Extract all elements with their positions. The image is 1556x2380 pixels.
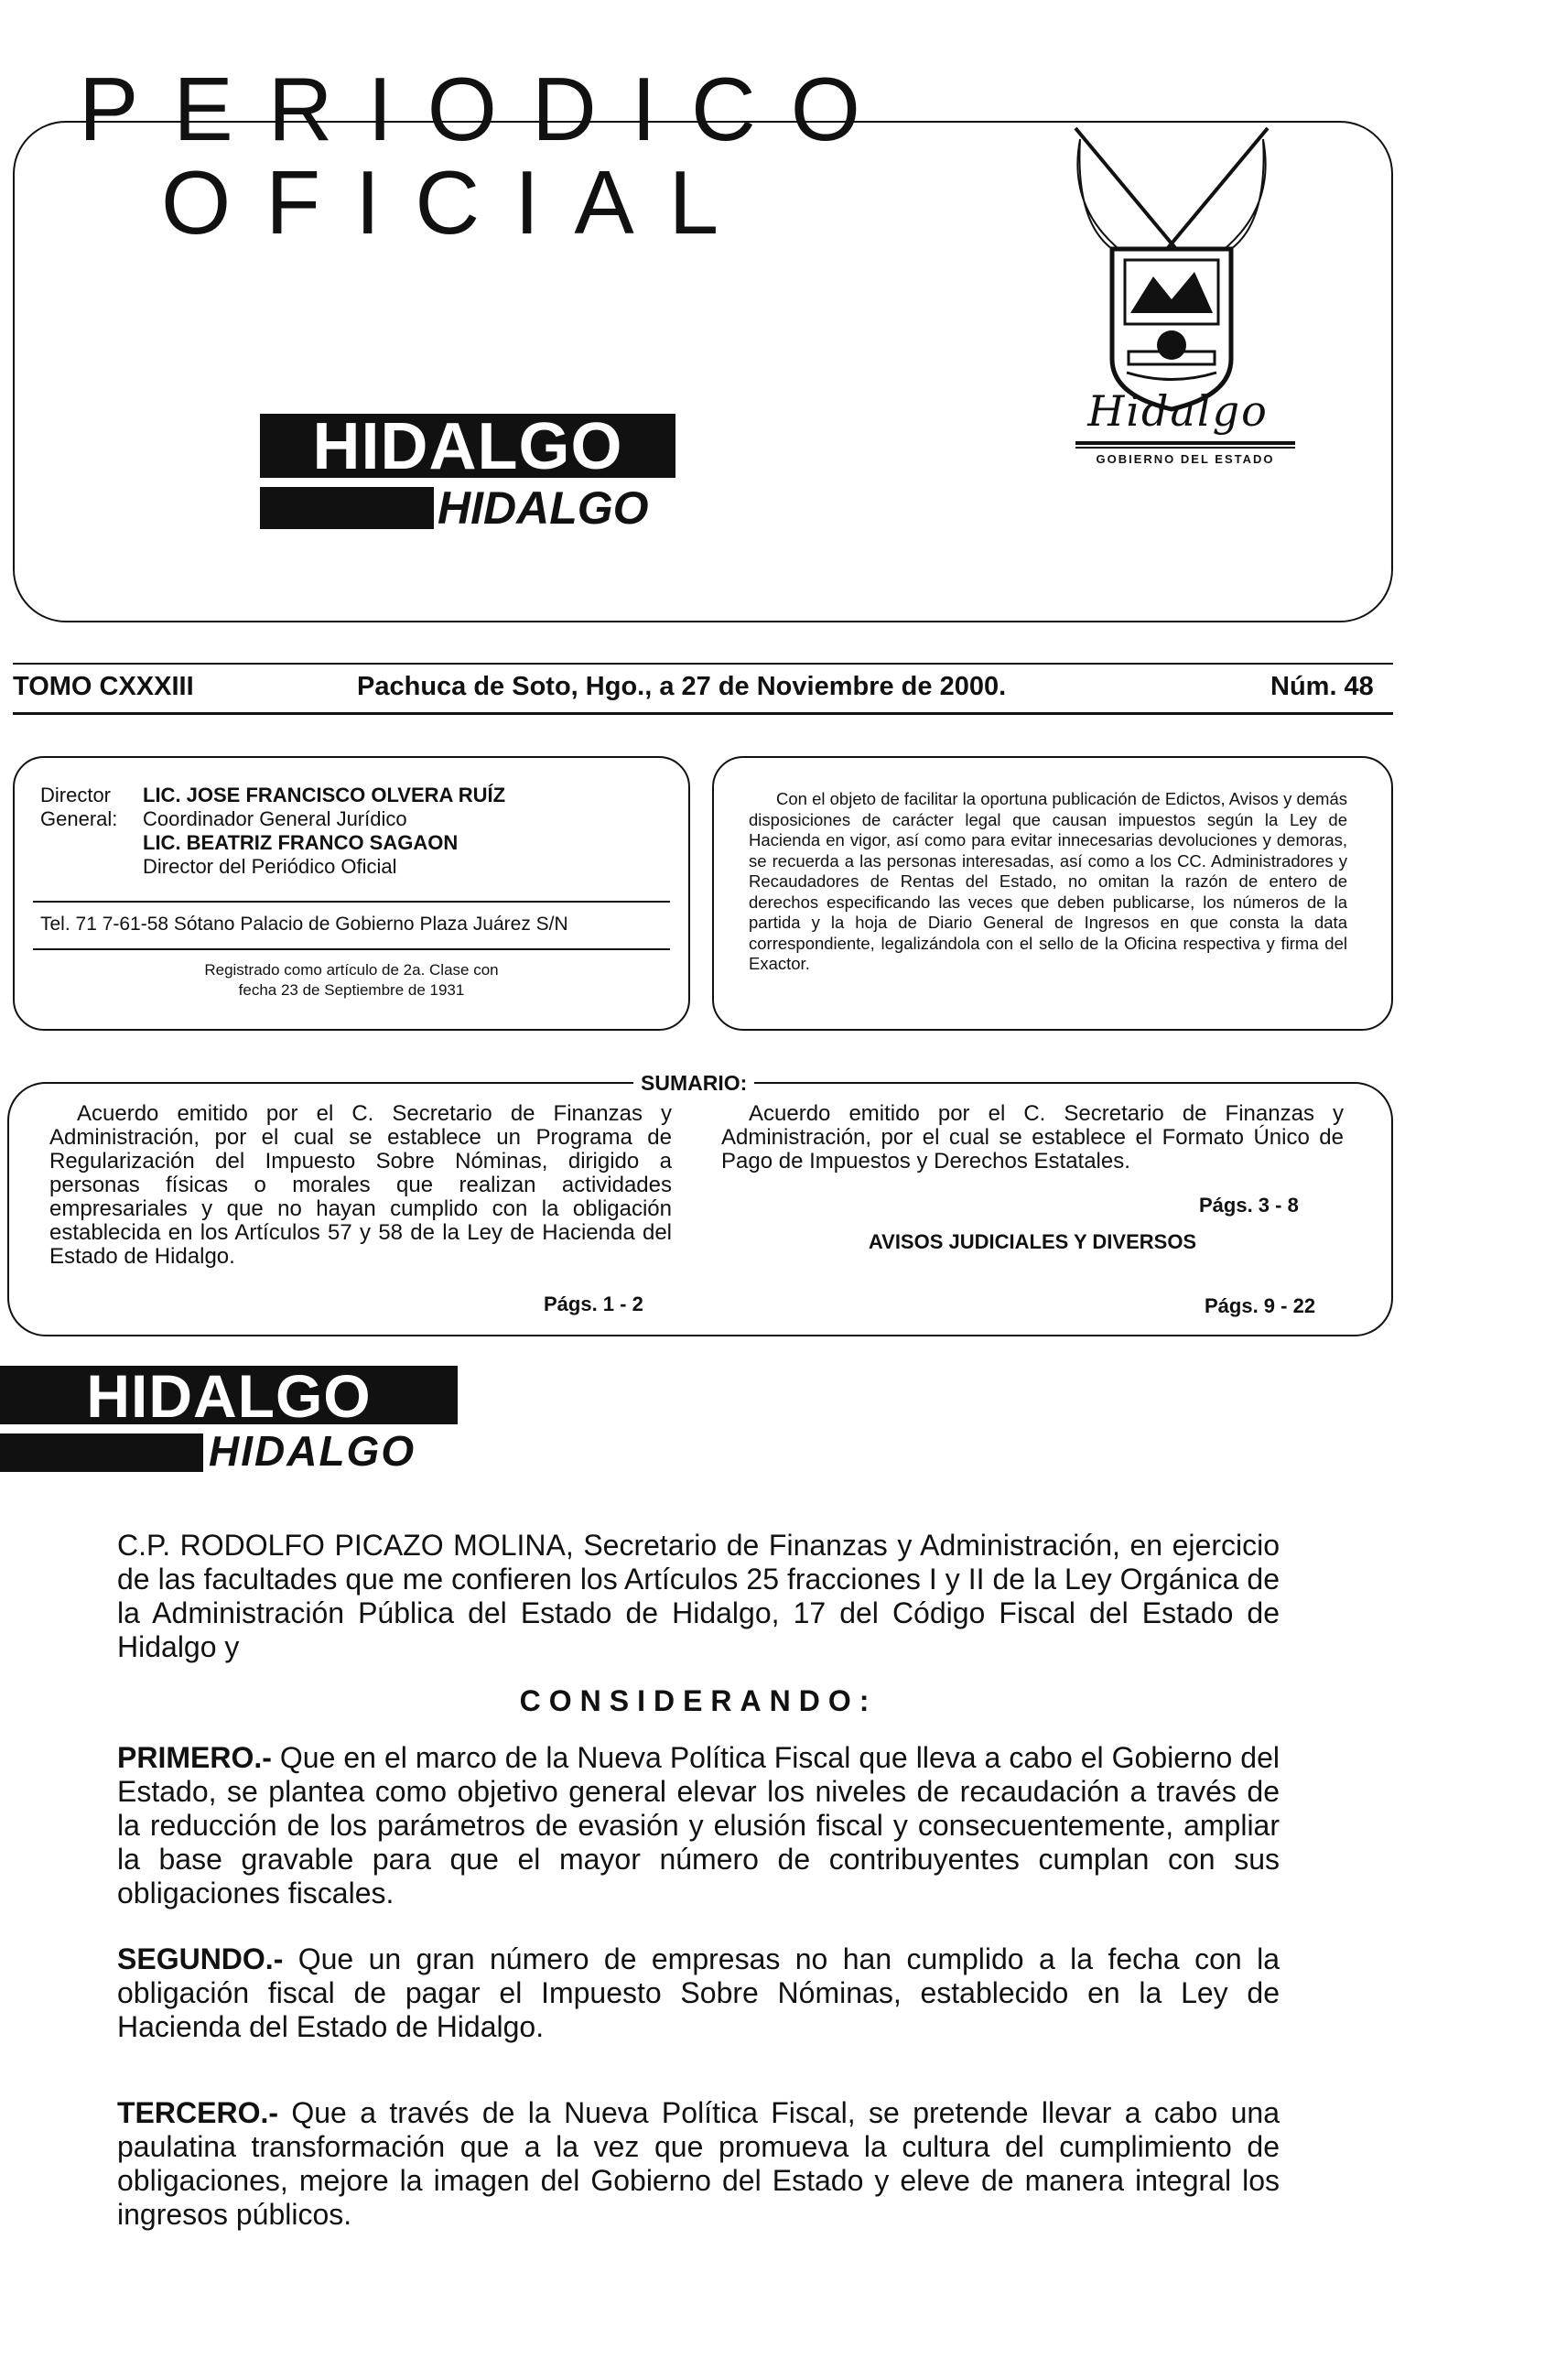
considerando-heading: CONSIDERANDO: — [519, 1684, 878, 1717]
summary-rule-right — [751, 1082, 1172, 1084]
tomo-label: TOMO CXXXIII — [13, 672, 194, 701]
hidalgo-script-signature: Hidalgo — [1087, 386, 1269, 436]
clause-segundo-lead: SEGUNDO.- — [117, 1942, 284, 1975]
general-label: General: — [40, 807, 118, 830]
summary-item-right: Acuerdo emitido por el C. Secretario de Finanzas y Administración, por el cual se establece el Formato Único de Pago de Impuestos y Derechos Estatales. — [721, 1101, 1344, 1174]
logo-black-bar — [260, 487, 434, 529]
summary-label: SUMARIO: — [633, 1071, 754, 1096]
editor-role: Director del Periódico Oficial — [143, 855, 397, 878]
summary-rule-left — [211, 1082, 632, 1084]
clause-segundo — [117, 1942, 1280, 2044]
gov-label-rule — [1075, 441, 1295, 445]
summary-right-pages: Págs. 3 - 8 — [1199, 1194, 1299, 1217]
director-name: LIC. JOSE FRANCISCO OLVERA RUÍZ — [143, 784, 506, 806]
editor-name: LIC. BEATRIZ FRANCO SAGAON — [143, 831, 459, 854]
section-hidalgo-logo-sub: HIDALGO — [209, 1427, 416, 1475]
clause-tercero-lead: TERCERO.- — [117, 2096, 278, 2129]
summary-item-left: Acuerdo emitido por el C. Secretario de Finanzas y Administración, por el cual se establece un Programa de Regularización del Impuesto Sobre Nóminas, dirigido a personas físicas o morales que realizan actividades empresariales y que no hayan cumplido con la obligación establecida en los Artículos 57 y 58 de la Ley de Hacienda del Estado de Hidalgo. — [49, 1101, 672, 1269]
gov-label-rule-thin — [1075, 447, 1295, 449]
periodical-title-line2: OFICIAL — [161, 152, 754, 253]
decree-intro: C.P. RODOLFO PICAZO MOLINA, Secretario de Finanzas y Administración, en ejercicio de las facultades que me confieren los Artículos 25 fracciones I y II de la Ley Orgánica de la Administración Pública del Estado de Hidalgo, 17 del Código Fiscal del Estado de Hidalgo y — [117, 1529, 1280, 1663]
place-date: Pachuca de Soto, Hgo., a 27 de Noviembre de 2000. — [357, 672, 1007, 701]
summary-left-pages: Págs. 1 - 2 — [544, 1293, 643, 1315]
issue-rule-top — [13, 663, 1393, 665]
avisos-pages: Págs. 9 - 22 — [1205, 1294, 1316, 1317]
coat-of-arms-icon — [1057, 112, 1286, 414]
hidalgo-logo-sub: HIDALGO — [438, 482, 649, 534]
clause-primero-lead: PRIMERO.- — [117, 1741, 272, 1774]
hidalgo-logo-main: HIDALGO — [260, 414, 675, 478]
office-address: Tel. 71 7-61-58 Sótano Palacio de Gobierno Plaza Juárez S/N — [40, 914, 568, 935]
publication-notice-text: Con el objeto de facilitar la oportuna publicación de Edictos, Avisos y demás disposiciones de carácter legal que causan impuestos según la Ley de Hacienda en vigor, así como para evitar innecesarias devoluciones y demoras, se recuerda a las personas interesadas, así como a los CC. Administradores y Recaudadores de Rentas del Estado, no omitan la razón de entero de derechos especificando las veces que deben publicarse, los números de la partida y la hoja de Diario General de Ingresos en que consta la data correspondiente, legalizándola con el sello de la Oficina respectiva y firma del Exactor. — [749, 789, 1347, 973]
section-logo-black-bar — [0, 1433, 203, 1472]
issue-rule-bottom — [13, 712, 1393, 715]
registration-line1: Registrado como artículo de 2a. Clase con — [204, 961, 499, 979]
clause-primero — [117, 1741, 1280, 1910]
clause-tercero — [117, 2096, 1280, 2232]
section-hidalgo-logo-main: HIDALGO — [0, 1366, 458, 1424]
registration-line2: fecha 23 de Septiembre de 1931 — [238, 981, 465, 999]
issue-line — [13, 668, 1393, 712]
clause-primero-text: Que en el marco de la Nueva Política Fiscal que lleva a cabo el Gobierno del Estado, se plantea como objetivo general elevar los niveles de recaudación a través de la reducción de los parámetros de evasión y elusión fiscal y consecuentemente, ampliar la base gravable para que el mayor número de contribuyentes cumplan con sus obligaciones fiscales. — [117, 1741, 1280, 1909]
publication-notice-box — [712, 756, 1393, 1031]
state-government-label: GOBIERNO DEL ESTADO — [1096, 452, 1275, 466]
avisos-heading: AVISOS JUDICIALES Y DIVERSOS — [868, 1230, 1197, 1253]
clause-tercero-text: Que a través de la Nueva Política Fiscal, se pretende llevar a cabo una paulatina transformación que a la vez que promueva la cultura del cumplimiento de obligaciones, mejore la imagen del Gobierno del Estado y eleve de manera integral los ingresos públicos. — [117, 2096, 1280, 2231]
directory-box — [13, 756, 690, 1031]
issue-number: Núm. 48 — [1270, 672, 1374, 701]
directory-divider — [33, 948, 670, 950]
director-label: Director — [40, 784, 112, 806]
director-role: Coordinador General Jurídico — [143, 807, 407, 830]
periodical-title-line1: PERIODICO — [79, 59, 895, 159]
clause-segundo-text: Que un gran número de empresas no han cumplido a la fecha con la obligación fiscal de pagar el Impuesto Sobre Nóminas, establecido en la Ley de Hacienda del Estado de Hidalgo. — [117, 1942, 1280, 2043]
directory-divider — [33, 901, 670, 903]
